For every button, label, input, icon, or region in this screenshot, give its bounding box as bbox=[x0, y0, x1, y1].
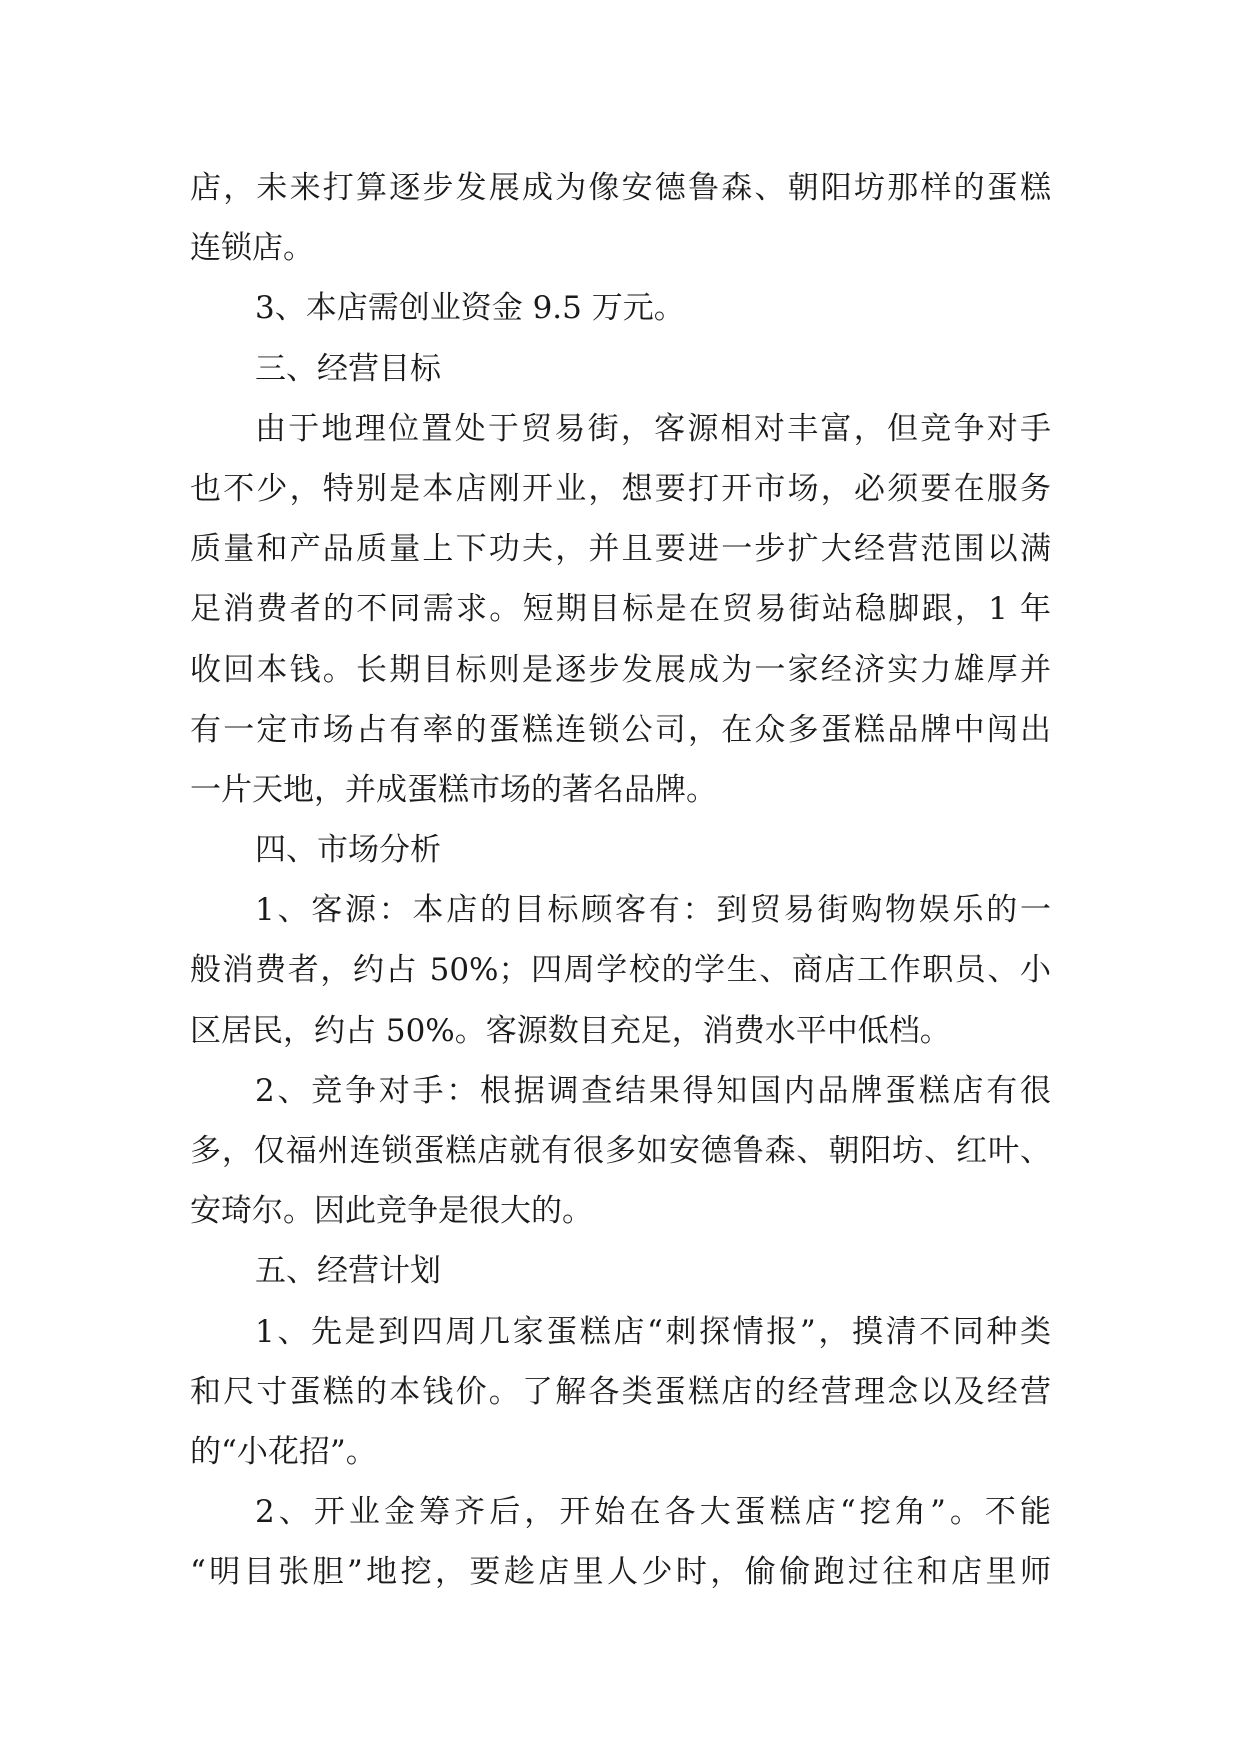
paragraph-line: 安琦尔。因此竞争是很大的。 bbox=[190, 1193, 593, 1230]
paragraph-line: 有一定市场占有率的蛋糕连锁公司，在众多蛋糕品牌中闯出 bbox=[190, 711, 1051, 748]
paragraph-line: 多，仅福州连锁蛋糕店就有很多如安德鲁森、朝阳坊、红叶、 bbox=[190, 1133, 1051, 1169]
paragraph-line: 1、先是到四周几家蛋糕店“刺探情报”，摸清不同种类 bbox=[255, 1313, 1051, 1350]
paragraph-line: 2、竞争对手：根据调查结果得知国内品牌蛋糕店有很 bbox=[255, 1072, 1051, 1109]
paragraph-line: 连锁店。 bbox=[190, 230, 314, 267]
paragraph-line: 般消费者，约占 50%；四周学校的学生、商店工作职员、小 bbox=[190, 952, 1051, 989]
paragraph-line: 3、本店需创业资金 9.5 万元。 bbox=[255, 290, 685, 327]
paragraph-line: 质量和产品质量上下功夫，并且要进一步扩大经营范围以满 bbox=[190, 531, 1051, 568]
paragraph-line: 足消费者的不同需求。短期目标是在贸易街站稳脚跟，1 年 bbox=[190, 591, 1051, 628]
section-heading: 四、市场分析 bbox=[255, 832, 441, 869]
paragraph-line: 店，未来打算逐步发展成为像安德鲁森、朝阳坊那样的蛋糕 bbox=[190, 170, 1051, 206]
paragraph-line: 区居民，约占 50%。客源数目充足，消费水平中低档。 bbox=[190, 1012, 951, 1049]
paragraph-line: “明目张胆”地挖，要趁店里人少时，偷偷跑过往和店里师 bbox=[190, 1554, 1051, 1591]
paragraph-line: 2、开业金筹齐后，开始在各大蛋糕店“挖角”。不能 bbox=[255, 1494, 1051, 1531]
paragraph-line: 收回本钱。长期目标则是逐步发展成为一家经济实力雄厚并 bbox=[190, 651, 1051, 688]
paragraph-line: 和尺寸蛋糕的本钱价。了解各类蛋糕店的经营理念以及经营 bbox=[190, 1373, 1051, 1410]
paragraph-line: 一片天地，并成蛋糕市场的著名品牌。 bbox=[190, 771, 717, 808]
paragraph-line: 1、客源：本店的目标顾客有：到贸易街购物娱乐的一 bbox=[255, 892, 1051, 929]
document-body bbox=[190, 158, 1051, 1603]
paragraph-line: 也不少，特别是本店刚开业，想要打开市场，必须要在服务 bbox=[190, 470, 1051, 507]
section-heading: 三、经营目标 bbox=[255, 350, 441, 387]
paragraph-line: 的“小花招”。 bbox=[190, 1433, 377, 1470]
paragraph-line: 由于地理位置处于贸易街，客源相对丰富，但竞争对手 bbox=[255, 410, 1051, 447]
section-heading: 五、经营计划 bbox=[255, 1253, 441, 1290]
